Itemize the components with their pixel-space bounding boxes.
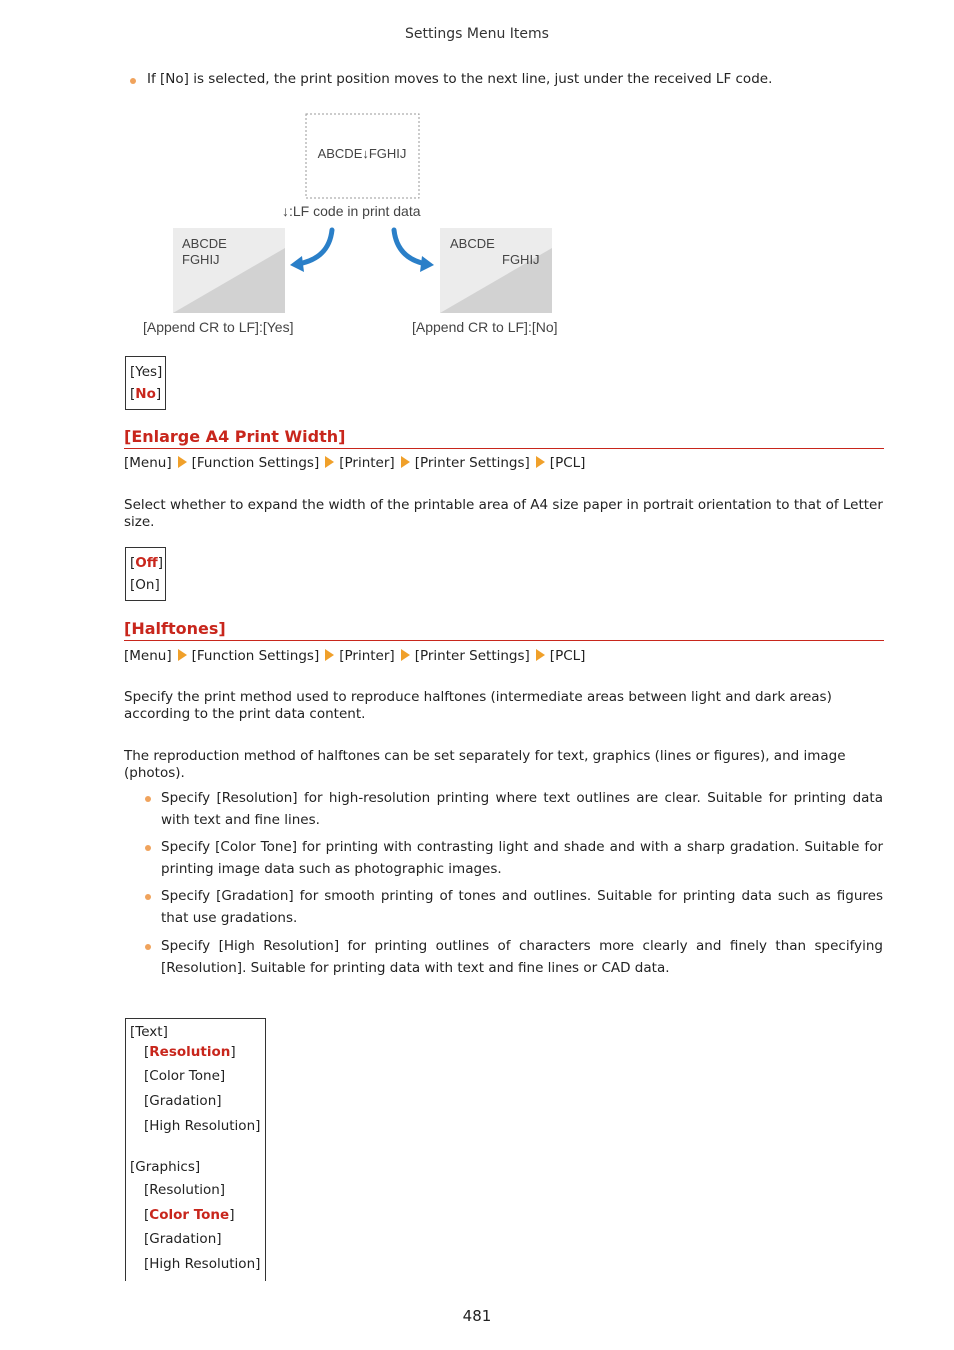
arrow-right-icon	[325, 456, 334, 468]
left-line1: ABCDE	[182, 236, 227, 251]
halftone-bullet-high-resolution: Specify [High Resolution] for printing outlines of characters more clearly and finely than specifying [Resolution]. Suitable for printing data with text and fine lines or CAD data.	[161, 938, 883, 976]
text-option-color-tone: [Color Tone]	[144, 1068, 226, 1084]
option-yes: [Yes]	[130, 364, 163, 380]
left-line2: FGHIJ	[182, 252, 220, 267]
enlarge-a4-heading: [Enlarge A4 Print Width]	[124, 427, 884, 449]
right-arrow-icon	[394, 230, 434, 272]
bullet-dot	[145, 944, 151, 950]
enlarge-options	[125, 547, 166, 601]
append-cr-options	[125, 356, 166, 410]
left-label: [Append CR to LF]:[Yes]	[143, 319, 294, 335]
right-label: [Append CR to LF]:[No]	[412, 319, 558, 335]
page-number: 481	[462, 1307, 492, 1325]
halftones-description-2: The reproduction method of halftones can be set separately for text, graphics (lines or figures), and image (photos).	[124, 748, 846, 781]
option-no: [No]	[130, 386, 162, 402]
bullet-dot	[145, 845, 151, 851]
intro-bullet-text: If [No] is selected, the print position moves to the next line, just under the received LF code.	[147, 71, 773, 87]
right-page	[440, 228, 552, 313]
arrow-right-icon	[401, 649, 410, 661]
arrow-right-icon	[325, 649, 334, 661]
halftone-bullet-resolution: Specify [Resolution] for high-resolution printing where text outlines are clear. Suitable for printing data with text and fine lines.	[161, 790, 883, 828]
enlarge-menu-path: [Menu] [Function Settings] [Printer] [Printer Settings] [PCL]	[124, 455, 586, 471]
page-header: Settings Menu Items	[405, 26, 549, 42]
halftone-bullet-color-tone: Specify [Color Tone] for printing with contrasting light and shade and with a sharp gradation. Suitable for printing image data such as photographic images.	[161, 839, 883, 877]
lf-caption: ↓:LF code in print data	[282, 203, 421, 219]
left-page	[173, 228, 285, 313]
graphics-option-resolution: [Resolution]	[144, 1182, 226, 1198]
arrow-right-icon	[536, 649, 545, 661]
arrow-right-icon	[401, 456, 410, 468]
arrow-right-icon	[178, 649, 187, 661]
arrow-right-icon	[178, 456, 187, 468]
graphics-option-gradation: [Gradation]	[144, 1231, 222, 1247]
text-option-high-resolution: [High Resolution]	[144, 1118, 261, 1134]
enlarge-description: Select whether to expand the width of the printable area of A4 size paper in portrait orientation to that of Letter size.	[124, 497, 883, 530]
halftone-bullet-gradation: Specify [Gradation] for smooth printing of tones and outlines. Suitable for printing data such as figures that use gradations.	[161, 888, 883, 926]
bullet-dot	[130, 78, 136, 84]
option-group-text: [Text]	[130, 1024, 168, 1040]
option-on: [On]	[130, 577, 160, 593]
halftones-heading: [Halftones]	[124, 619, 884, 641]
option-off: [Off]	[130, 555, 163, 571]
halftones-menu-path: [Menu] [Function Settings] [Printer] [Printer Settings] [PCL]	[124, 648, 586, 664]
text-option-gradation: [Gradation]	[144, 1093, 222, 1109]
bullet-dot	[145, 796, 151, 802]
text-option-resolution: [Resolution]	[144, 1044, 236, 1060]
halftones-description-1: Specify the print method used to reproduce halftones (intermediate areas between light and dark areas) according to the print data content.	[124, 689, 832, 722]
arrow-right-icon	[536, 456, 545, 468]
append-cr-figure	[130, 108, 600, 344]
bullet-dot	[145, 894, 151, 900]
graphics-option-color-tone: [Color Tone]	[144, 1207, 235, 1223]
right-line1: ABCDE	[450, 236, 495, 251]
left-arrow-icon	[290, 230, 332, 272]
halftones-options	[125, 1018, 266, 1281]
right-line2: FGHIJ	[502, 252, 540, 267]
option-group-graphics: [Graphics]	[130, 1159, 201, 1175]
source-text: ABCDE↓FGHIJ	[317, 146, 407, 161]
graphics-option-high-resolution: [High Resolution]	[144, 1256, 261, 1272]
